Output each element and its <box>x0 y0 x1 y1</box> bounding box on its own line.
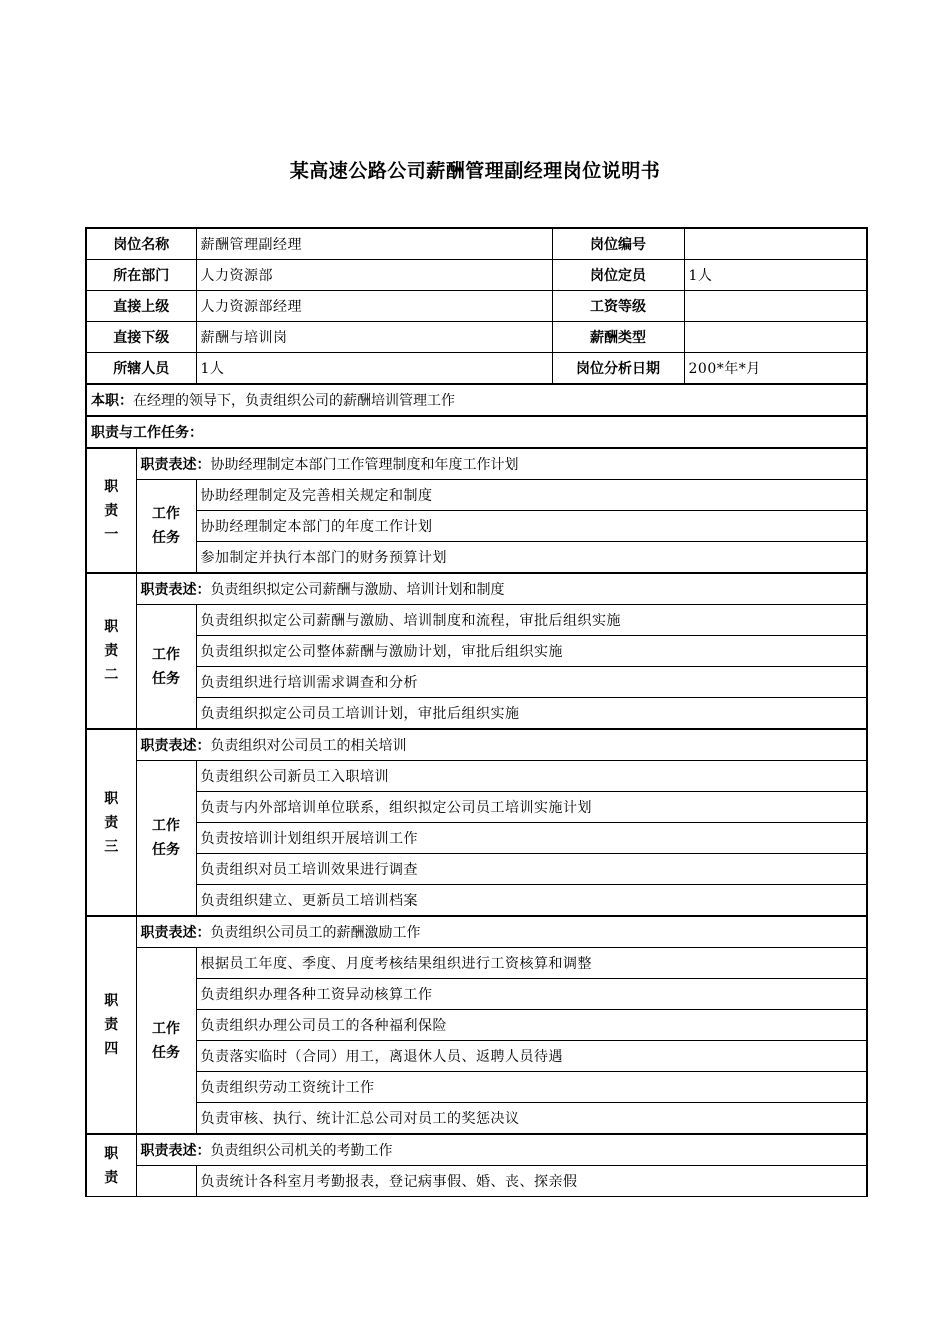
task-label-line: 任务 <box>152 670 180 687</box>
duty-statement-label: 职责表述： <box>140 582 211 598</box>
analysis-date-value: 200*年*月 <box>684 353 867 385</box>
task-row <box>86 698 867 730</box>
staff-value: 1人 <box>196 353 552 385</box>
duty-name-char: 责 <box>104 814 119 831</box>
duty-name-char: 职 <box>104 790 119 807</box>
task-text: 负责组织拟定公司员工培训计划，审批后组织实施 <box>196 698 867 730</box>
task-row <box>86 823 867 854</box>
task-text: 负责组织办理公司员工的各种福利保险 <box>196 1010 867 1041</box>
task-row <box>86 667 867 698</box>
duty-statement-row <box>86 573 867 605</box>
superior-label: 直接上级 <box>86 291 196 322</box>
task-text: 负责统计各科室月考勤报表，登记病事假、婚、丧、探亲假 <box>196 1166 867 1197</box>
subordinate-value: 薪酬与培训岗 <box>196 322 552 353</box>
duty-statement-row <box>86 916 867 948</box>
duty-statement-text: 负责组织对公司员工的相关培训 <box>210 738 407 754</box>
task-text: 负责组织拟定公司整体薪酬与激励计划，审批后组织实施 <box>196 636 867 667</box>
position-no-label: 岗位编号 <box>552 228 684 260</box>
row-superior <box>86 291 867 322</box>
superior-value: 人力资源部经理 <box>196 291 552 322</box>
task-text: 负责组织拟定公司薪酬与激励、培训制度和流程，审批后组织实施 <box>196 605 867 636</box>
task-label <box>136 605 196 730</box>
task-row <box>86 542 867 574</box>
duty-name-char: 四 <box>104 1041 119 1057</box>
subordinate-label: 直接下级 <box>86 322 196 353</box>
task-label-line: 任务 <box>152 842 180 858</box>
task-text: 协助经理制定本部门的年度工作计划 <box>196 511 867 542</box>
task-label-line: 任务 <box>152 530 180 546</box>
task-row <box>86 1010 867 1041</box>
task-text: 负责组织建立、更新员工培训档案 <box>196 885 867 917</box>
duty-name-char: 二 <box>104 667 119 683</box>
duty-statement-label: 职责表述： <box>140 738 211 754</box>
wage-grade-value <box>684 291 867 322</box>
task-text: 负责落实临时（合同）用工，离退休人员、返聘人员待遇 <box>196 1041 867 1072</box>
staff-label: 所辖人员 <box>86 353 196 385</box>
pay-type-value <box>684 322 867 353</box>
task-label-line: 工作 <box>152 506 180 522</box>
duty-name-char: 三 <box>104 838 119 855</box>
task-row <box>86 761 867 792</box>
row-duties-heading <box>86 416 867 448</box>
page-title: 某高速公路公司薪酬管理副经理岗位说明书 <box>289 160 661 182</box>
duty-statement-text: 负责组织公司员工的薪酬激励工作 <box>210 925 421 941</box>
task-text: 负责审核、执行、统计汇总公司对员工的奖惩决议 <box>196 1103 867 1135</box>
position-name-label: 岗位名称 <box>86 228 196 260</box>
duties-heading: 职责与工作任务： <box>86 416 867 448</box>
task-label <box>136 761 196 917</box>
task-label-line: 工作 <box>152 818 180 834</box>
task-text: 负责组织进行培训需求调查和分析 <box>196 667 867 698</box>
position-no-value <box>684 228 867 260</box>
task-text: 负责组织办理各种工资异动核算工作 <box>196 979 867 1010</box>
task-label <box>136 480 196 574</box>
duty-statement-cell <box>136 448 867 480</box>
headcount-value: 1人 <box>684 260 867 291</box>
duty-statement-cell <box>136 1134 867 1166</box>
task-row <box>86 480 867 511</box>
task-row <box>86 885 867 917</box>
task-text: 负责组织公司新员工入职培训 <box>196 761 867 792</box>
task-label <box>136 1166 196 1197</box>
task-row <box>86 1103 867 1135</box>
row-staff <box>86 353 867 385</box>
row-subordinate <box>86 322 867 353</box>
row-department <box>86 260 867 291</box>
job-description-table <box>85 227 868 1197</box>
task-row <box>86 605 867 636</box>
task-text: 负责按培训计划组织开展培训工作 <box>196 823 867 854</box>
row-position-name <box>86 228 867 260</box>
task-row <box>86 854 867 885</box>
task-row <box>86 1072 867 1103</box>
task-label-line: 工作 <box>152 646 180 663</box>
duty-statement-text: 负责组织拟定公司薪酬与激励、培训计划和制度 <box>210 582 505 598</box>
duty-name-char: 职 <box>104 619 119 635</box>
duty-name-char: 职 <box>104 1145 119 1162</box>
duty-statement-cell <box>136 729 867 761</box>
summary-text: 在经理的领导下，负责组织公司的薪酬培训管理工作 <box>133 393 455 409</box>
summary-cell <box>86 384 867 416</box>
task-text: 协助经理制定及完善相关规定和制度 <box>196 480 867 511</box>
headcount-label: 岗位定员 <box>552 260 684 291</box>
duty-statement-text: 协助经理制定本部门工作管理制度和年度工作计划 <box>210 457 519 473</box>
task-text: 参加制定并执行本部门的财务预算计划 <box>196 542 867 574</box>
task-text: 负责与内外部培训单位联系，组织拟定公司员工培训实施计划 <box>196 792 867 823</box>
department-value: 人力资源部 <box>196 260 552 291</box>
department-label: 所在部门 <box>86 260 196 291</box>
wage-grade-label: 工资等级 <box>552 291 684 322</box>
task-row <box>86 511 867 542</box>
duty-statement-cell <box>136 916 867 948</box>
task-row <box>86 636 867 667</box>
task-row <box>86 1041 867 1072</box>
duty-name <box>86 729 136 916</box>
duty-statement-label: 职责表述： <box>140 457 211 473</box>
duty-name-char: 一 <box>104 526 119 543</box>
duty-name-char: 职 <box>104 478 119 495</box>
task-label <box>136 948 196 1135</box>
row-summary <box>86 384 867 416</box>
analysis-date-label: 岗位分析日期 <box>552 353 684 385</box>
duty-statement-label: 职责表述： <box>140 1143 211 1159</box>
duty-statement-cell <box>136 573 867 605</box>
pay-type-label: 薪酬类型 <box>552 322 684 353</box>
duty-name-char: 责 <box>104 502 119 519</box>
duty-name <box>86 916 136 1134</box>
duty-statement-text: 负责组织公司机关的考勤工作 <box>210 1143 393 1159</box>
task-row <box>86 792 867 823</box>
task-row <box>86 948 867 979</box>
task-label-line: 任务 <box>152 1044 180 1061</box>
duty-statement-row <box>86 448 867 480</box>
task-row <box>86 1166 867 1197</box>
duty-name <box>86 1134 136 1197</box>
duty-statement-row <box>86 1134 867 1166</box>
position-name-value: 薪酬管理副经理 <box>196 228 552 260</box>
duty-name-char: 责 <box>104 643 119 659</box>
duty-statement-row <box>86 729 867 761</box>
task-text: 负责组织对员工培训效果进行调查 <box>196 854 867 885</box>
summary-label: 本职： <box>91 393 133 409</box>
duty-name <box>86 448 136 573</box>
task-row <box>86 979 867 1010</box>
duty-name-char: 职 <box>104 993 119 1009</box>
duty-name <box>86 573 136 729</box>
duty-name-char: 责 <box>104 1017 119 1033</box>
task-text: 根据员工年度、季度、月度考核结果组织进行工资核算和调整 <box>196 948 867 979</box>
duty-name-char: 责 <box>104 1169 119 1186</box>
duty-statement-label: 职责表述： <box>140 925 211 941</box>
task-label-line: 工作 <box>152 1020 180 1037</box>
task-text: 负责组织劳动工资统计工作 <box>196 1072 867 1103</box>
